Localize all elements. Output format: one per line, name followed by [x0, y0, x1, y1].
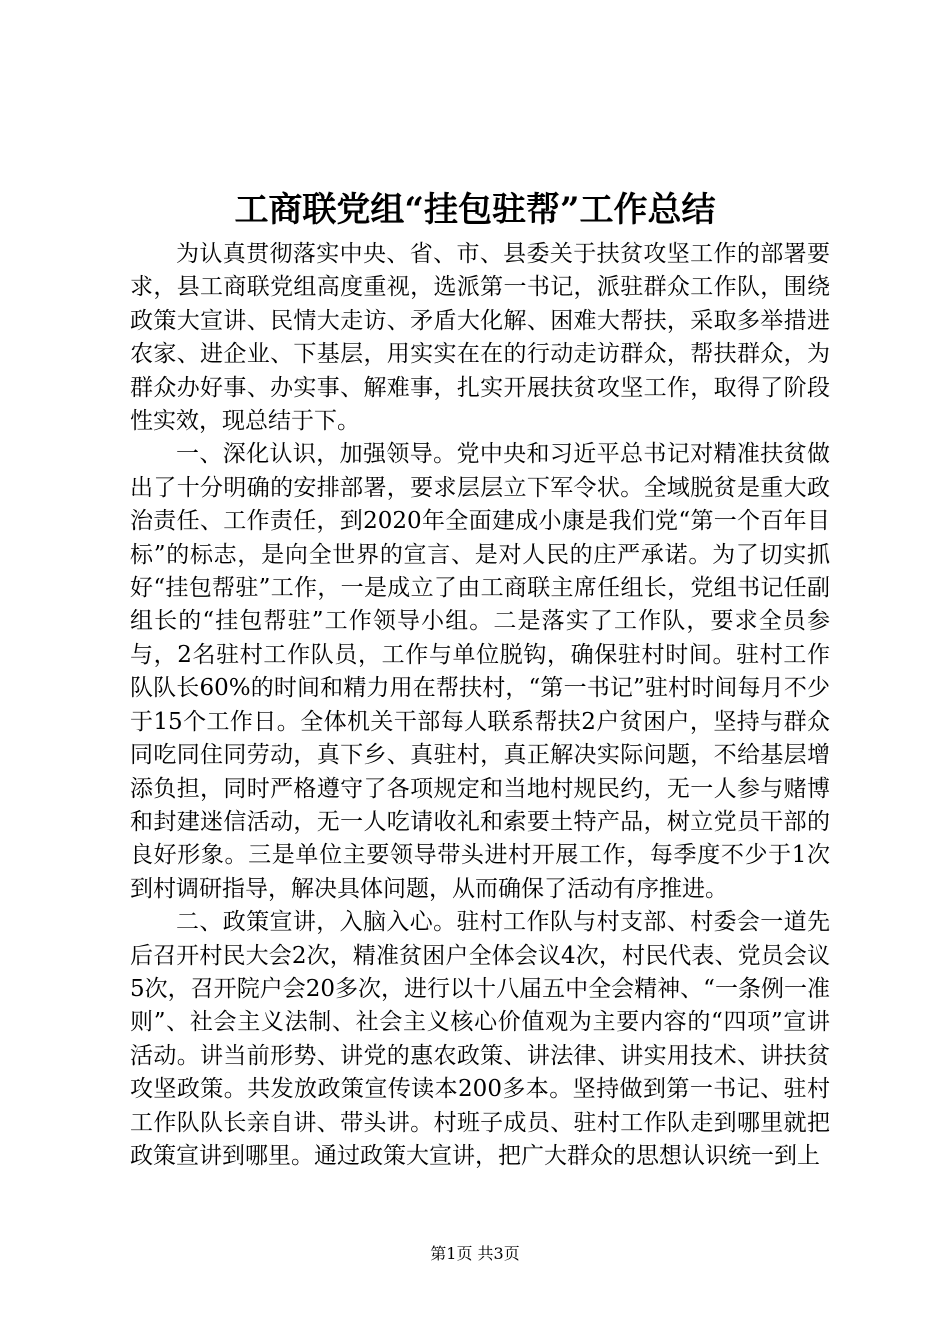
paragraph-section-1: 一、深化认识，加强领导。党中央和习近平总书记对精准扶贫做出了十分明确的安排部署，要求层层立下军令状。全域脱贫是重大政治责任、工作责任，到2020年全面建成小康是我们党“第一个百年目标”的标志，是向全世界的宣言、是对人民的庄严承诺。为了切实抓好“挂包帮驻”工作，一是成立了由工商联主席任组长，党组书记任副组长的“挂包帮驻”工作领导小组。二是落实了工作队，要求全员参与，2名驻村工作队员，工作与单位脱钩，确保驻村时间。驻村工作队队长60%的时间和精力用在帮扶村，“第一书记”驻村时间每月不少于15个工作日。全体机关干部每人联系帮扶2户贫困户，坚持与群众同吃同住同劳动，真下乡、真驻村，真正解决实际问题，不给基层增添负担，同时严格遵守了各项规定和当地村规民约，无一人参与赌博和封建迷信活动，无一人吃请收礼和索要土特产品，树立党员干部的良好形象。三是单位主要领导带头进村开展工作，每季度不少于1次到村调研指导，解决具体问题，从而确保了活动有序推进。 [130, 441, 830, 902]
document-body [130, 238, 830, 1173]
page-number: 第1页 共3页 [430, 1244, 520, 1263]
paragraph-intro: 为认真贯彻落实中央、省、市、县委关于扶贫攻坚工作的部署要求，县工商联党组高度重视，选派第一书记，派驻群众工作队，围绕政策大宣讲、民情大走访、矛盾大化解、困难大帮扶，采取多举措进农家、进企业、下基层，用实实在在的行动走访群众，帮扶群众，为群众办好事、办实事、解难事，扎实开展扶贫攻坚工作，取得了阶段性实效，现总结于下。 [130, 241, 830, 435]
document-title: 工商联党组“挂包驻帮”工作总结 [234, 190, 716, 230]
paragraph-section-2: 二、政策宣讲，入脑入心。驻村工作队与村支部、村委会一道先后召开村民大会2次，精准贫困户全体会议4次，村民代表、党员会议5次，召开院户会20多次，进行以十八届五中全会精神、“一条例一准则”、社会主义法制、社会主义核心价值观为主要内容的“四项”宣讲活动。讲当前形势、讲党的惠农政策、讲法律、讲实用技术、讲扶贫攻坚政策。共发放政策宣传读本200多本。坚持做到第一书记、驻村工作队队长亲自讲、带头讲。村班子成员、驻村工作队走到哪里就把政策宣讲到哪里。通过政策大宣讲，把广大群众的思想认识统一到上 [130, 909, 830, 1169]
